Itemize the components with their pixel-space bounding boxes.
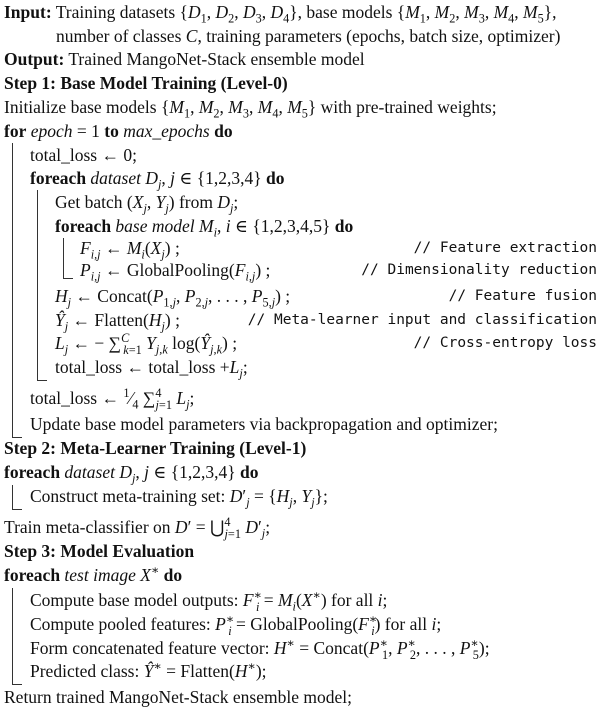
foreach-dataset2-block-end (12, 509, 22, 510)
input-text-cont: number of classes C, training parameters (epochs, batch size, optimizer) (56, 26, 561, 46)
foreach-model-block-rule (63, 238, 64, 278)
loss-comment: // Cross-entropy loss (413, 335, 597, 351)
total-loss-init: total_loss ← 0; (30, 145, 137, 165)
feature-comment: // Feature extraction (413, 240, 597, 256)
do-keyword: do (266, 168, 285, 188)
accum-line: total_loss ← total_loss $+L_j$; (55, 357, 248, 381)
pool-comment: // Dimensionality reduction (361, 262, 597, 278)
input-text: Training datasets {$D_1$, $D_2$, $D_3$, $D_4$}, base models {$M_1$, $M_2$, $M_3$, $M_4$, $M_5$}, (55, 2, 557, 26)
step1-title: Step 1: Base Model Training (Level-0) (4, 73, 288, 93)
output-label: Output: (4, 49, 65, 69)
foreach-keyword: foreach (4, 462, 61, 482)
for-block-rule (12, 143, 13, 437)
foreach-test-line: foreach test image X∗ do (4, 563, 183, 585)
do-keyword: do (163, 565, 183, 585)
train-line: Train meta-classifier on D′ = ⋃$^4_{j=1}$ $D'_j$; (4, 515, 271, 541)
update-line: Update base model parameters via backpropagation and optimizer; (30, 414, 498, 434)
foreach-dataset2-line: foreach dataset $D_j$, j ∈ {1,2,3,4} do (4, 462, 259, 486)
eval-line-3: Form concatenated feature vector: $H^∗ = Concat(P^∗_1$, $P^∗_2$, . . . , $P^∗_5$); (30, 636, 490, 662)
to-keyword: to (104, 121, 119, 141)
foreach-desc: test image (64, 565, 136, 585)
input-label: Input: (4, 2, 52, 22)
output-text: Trained MangoNet-Stack ensemble model (68, 49, 365, 69)
flatten-line: $Ŷ_j$ ← $Flatten(H_j)$ ; (55, 310, 180, 334)
avg-line: total_loss ← $^1⁄_4$ ∑$^4_{j=1}$ $L_j$; (30, 386, 195, 412)
eval-line-1: Compute base model outputs: $F^∗_i = M_i(X^∗)$ for all i; (30, 588, 388, 614)
for-keyword: for (4, 121, 27, 141)
concat-line: $H_j$ ← $Concat(P_{1,j}$, $P_{2,j}$, . . . , $P_{5,j}$) ; (55, 286, 291, 310)
for-limit: max_epochs (123, 121, 210, 141)
feature-line: $F_{i,j}$ ← $M_i(X_j)$ ; (80, 238, 180, 262)
foreach-keyword: foreach (55, 216, 112, 236)
foreach-keyword: foreach (4, 565, 61, 585)
for-line (4, 119, 233, 143)
concat-comment: // Feature fusion (448, 288, 597, 304)
foreach-test-block-rule (12, 588, 13, 684)
do-keyword: do (214, 121, 233, 141)
eval-line-4: Predicted class: Ŷ∗ = Flatten(H∗); (30, 659, 267, 681)
step3-title: Step 3: Model Evaluation (4, 541, 195, 561)
foreach-dataset-block-rule (37, 190, 38, 380)
do-keyword: do (240, 462, 259, 482)
step2-title: Step 2: Meta-Learner Training (Level-1) (4, 438, 307, 458)
init-line: Initialize base models {$M_1$, $M_2$, $M_3$, $M_4$, $M_5$} with pre-trained weights; (4, 97, 497, 121)
foreach-model-block-end (63, 278, 73, 279)
foreach-dataset-block-end (37, 380, 47, 381)
flatten-comment: // Meta-learner input and classification (247, 312, 597, 328)
foreach-desc: dataset (64, 462, 115, 482)
foreach-model-line: foreach base model $M_i$, i ∈ {1,2,3,4,5} do (55, 216, 354, 240)
foreach-dataset-line: foreach dataset $D_j$, j ∈ {1,2,3,4} do (30, 168, 285, 192)
return-line: Return trained MangoNet-Stack ensemble model; (4, 687, 352, 707)
foreach-dataset2-block-rule (12, 485, 13, 509)
output-line (4, 47, 365, 71)
input-line (4, 0, 557, 24)
eval-line-2: Compute pooled features: $P^∗_i$ = $GlobalPooling(F^∗_i)$ for all i; (30, 612, 442, 638)
foreach-keyword: foreach (30, 168, 87, 188)
construct-line: Construct meta-training set: $D'_j = \{H_j$, $Y_j$}; (30, 486, 328, 510)
for-mid: = 1 (72, 121, 105, 141)
do-keyword: do (334, 216, 354, 236)
for-var: epoch (30, 121, 73, 141)
get-batch-line: Get batch ($X_j$, $Y_j$) from $D_j$; (55, 192, 239, 216)
foreach-desc: dataset (90, 168, 141, 188)
input-line-cont (56, 24, 560, 48)
loss-line: $L_j$ ← − ∑$^C_{k=1}$ $Y_{j,k}$ $\log(Ŷ_{j,k})$ ; (55, 331, 238, 357)
pool-line: $P_{i,j}$ ← $GlobalPooling(F_{i,j})$ ; (80, 260, 271, 284)
foreach-desc: base model (115, 216, 195, 236)
